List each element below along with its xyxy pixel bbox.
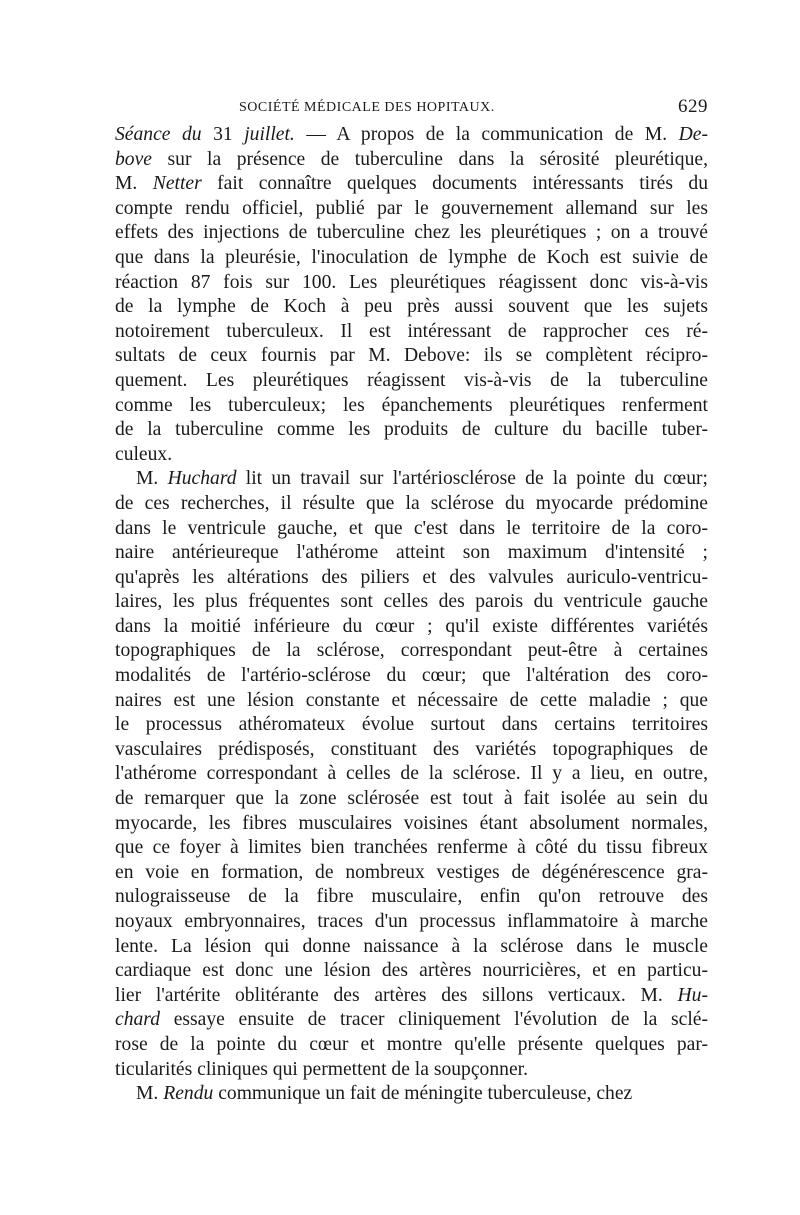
- text-line: [115, 935, 708, 960]
- text-segment: M.: [136, 1083, 164, 1105]
- italic-name: Séance du: [115, 124, 202, 145]
- text-line: [115, 689, 708, 714]
- text-segment: M.: [136, 468, 168, 490]
- text-segment: sultats de ceux fournis par M. Debove: ils se complètent récipro-: [115, 345, 708, 367]
- text-line: [115, 148, 708, 173]
- running-title: SOCIÉTÉ MÉDICALE DES HOPITAUX.: [239, 100, 495, 115]
- text-segment: lier l'artérite oblitérante des artères des sillons verticaux. M.: [115, 984, 678, 1006]
- text-segment: essaye ensuite de tracer cliniquement l'évolution de la sclé-: [160, 1009, 708, 1031]
- text-segment: en voie en formation, de nombreux vestiges de dégénérescence gra-: [115, 861, 708, 883]
- text-line: [115, 1033, 708, 1058]
- text-segment: sur la présence de tuberculine dans la sérosité pleurétique,: [152, 148, 708, 170]
- text-line: [115, 123, 708, 148]
- text-segment: myocarde, les fibres musculaires voisines étant absolument normales,: [115, 812, 708, 834]
- text-segment: — A propos de la communication de M.: [294, 124, 679, 145]
- text-segment: communique un fait de méningite tuberculeuse, chez: [213, 1083, 633, 1105]
- text-segment: cardiaque est donc une lésion des artères nourricières, et en particu-: [115, 960, 708, 982]
- text-segment: dans le ventricule gauche, et que c'est dans le territoire de la coro-: [115, 517, 708, 539]
- text-segment: topographiques de la sclérose, correspondant peut-être à certaines: [115, 640, 708, 662]
- text-segment: laires, les plus fréquentes sont celles des parois du ventricule gauche: [115, 591, 708, 613]
- text-line: [115, 885, 708, 910]
- text-line: [115, 984, 708, 1009]
- italic-name: Netter: [152, 173, 202, 195]
- body-text: [115, 123, 708, 1107]
- text-line: [115, 762, 708, 787]
- text-line: [115, 295, 708, 320]
- text-line: [115, 566, 708, 591]
- italic-name: Hu-: [677, 984, 708, 1006]
- italic-name: Rendu: [163, 1083, 214, 1105]
- text-segment: vasculaires prédisposés, constituant des variétés topographiques de: [115, 738, 708, 760]
- text-segment: qu'après les altérations des piliers et des valvules auriculo-ventricu-: [115, 566, 708, 588]
- text-line: [115, 344, 708, 369]
- text-segment: nulograisseuse de la fibre musculaire, enfin qu'on retrouve des: [115, 886, 708, 908]
- text-line: [115, 369, 708, 394]
- text-segment: l'athérome correspondant à celles de la sclérose. Il y a lieu, en outre,: [115, 763, 708, 785]
- text-line: [115, 861, 708, 886]
- text-segment: notoirement tuberculeux. Il est intéressant de rapprocher ces ré-: [115, 320, 708, 342]
- text-line: [115, 418, 708, 443]
- text-segment: dans la moitié inférieure du cœur ; qu'il existe différentes variétés: [115, 615, 708, 637]
- text-segment: de la lymphe de Koch à peu près aussi souvent que les sujets: [115, 296, 708, 318]
- text-line: [115, 738, 708, 763]
- italic-name: De-: [678, 124, 709, 145]
- italic-name: bove: [115, 148, 152, 170]
- italic-name: Huchard: [167, 468, 237, 490]
- text-line: [115, 541, 708, 566]
- text-segment: réaction 87 fois sur 100. Les pleurétiques réagissent donc vis-à-vis: [115, 271, 708, 293]
- text-line: [115, 787, 708, 812]
- text-segment: naire antérieureque l'athérome atteint son maximum d'intensité ;: [115, 542, 708, 564]
- text-line: [115, 517, 708, 542]
- text-line: [115, 812, 708, 837]
- text-line: [115, 1008, 708, 1033]
- text-segment: noyaux embryonnaires, traces d'un processus inflammatoire à marche: [115, 911, 708, 932]
- text-line: [115, 713, 708, 738]
- text-segment: effets des injections de tuberculine chez les pleurétiques ; on a trouvé: [115, 222, 708, 244]
- text-segment: compte rendu officiel, publié par le gouvernement allemand sur les: [115, 197, 708, 219]
- text-line: [115, 1058, 708, 1083]
- text-segment: le processus athéromateux évolue surtout dans certains territoires: [115, 714, 708, 736]
- text-line: [115, 1082, 708, 1107]
- text-line: [115, 443, 708, 468]
- text-segment: lente. La lésion qui donne naissance à la sclérose dans le muscle: [115, 935, 708, 957]
- text-line: [115, 197, 708, 222]
- text-line: [115, 492, 708, 517]
- page-number: 629: [678, 96, 708, 117]
- text-line: [115, 959, 708, 984]
- text-segment: fait connaître quelques documents intéressants tirés du: [201, 173, 708, 195]
- text-segment: rose de la pointe du cœur et montre qu'elle présente quelques par-: [115, 1033, 708, 1055]
- text-line: [115, 320, 708, 345]
- italic-name: juillet.: [244, 124, 295, 145]
- page-header: [115, 96, 708, 122]
- text-segment: de la tuberculine comme les produits de culture du bacille tuber-: [115, 419, 708, 441]
- text-segment: lit un travail sur l'artériosclérose de la pointe du cœur;: [236, 468, 708, 490]
- text-line: [115, 590, 708, 615]
- text-segment: de remarquer que la zone sclérosée est tout à fait isolée au sein du: [115, 788, 708, 810]
- text-line: [115, 910, 708, 935]
- text-segment: naires est une lésion constante et nécessaire de cette maladie ; que: [115, 689, 708, 711]
- text-line: [115, 394, 708, 419]
- text-line: [115, 467, 708, 492]
- text-segment: quement. Les pleurétiques réagissent vis-à-vis de la tuberculine: [115, 369, 708, 391]
- text-segment: que ce foyer à limites bien tranchées renferme à côté du tissu fibreux: [115, 837, 708, 859]
- text-line: [115, 664, 708, 689]
- italic-name: chard: [115, 1009, 160, 1031]
- text-segment: culeux.: [115, 443, 173, 465]
- text-segment: ticularités cliniques qui permettent de la soupçonner.: [115, 1058, 528, 1080]
- text-segment: modalités de l'artério-sclérose du cœur; que l'altération des coro-: [115, 665, 708, 687]
- text-segment: que dans la pleurésie, l'inoculation de lymphe de Koch est suivie de: [115, 246, 708, 268]
- text-segment: M.: [115, 173, 153, 195]
- text-line: [115, 639, 708, 664]
- text-segment: 31: [201, 124, 245, 145]
- text-line: [115, 836, 708, 861]
- text-segment: de ces recherches, il résulte que la sclérose du myocarde prédomine: [115, 492, 708, 514]
- document-page: [115, 96, 708, 1107]
- text-line: [115, 246, 708, 271]
- text-line: [115, 615, 708, 640]
- text-segment: comme les tuberculeux; les épanchements pleurétiques renferment: [115, 394, 708, 416]
- text-line: [115, 221, 708, 246]
- text-line: [115, 271, 708, 296]
- text-line: [115, 172, 708, 197]
